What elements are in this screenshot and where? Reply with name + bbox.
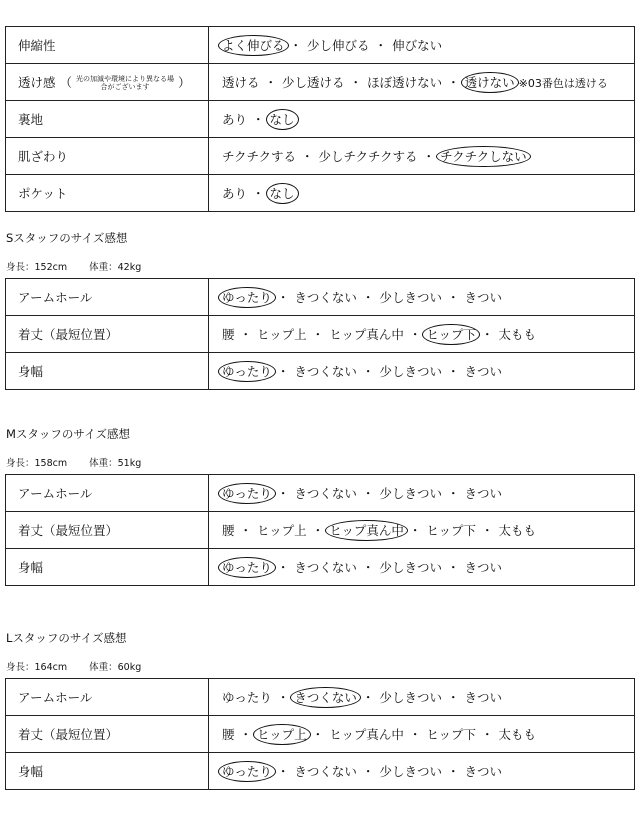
table-row xyxy=(6,27,635,64)
row-label: 着丈（最短位置） xyxy=(18,327,119,342)
option: 少しきつい xyxy=(379,763,442,779)
option: 少しきつい xyxy=(379,289,442,305)
row-options-cell xyxy=(209,753,635,790)
table-row xyxy=(6,279,635,316)
option: 腰 xyxy=(222,726,235,742)
option: ヒップ下 xyxy=(426,726,476,742)
row-options-cell xyxy=(209,27,635,64)
row-label: アームホール xyxy=(18,290,93,305)
option-separator: ・ xyxy=(480,326,494,342)
option-separator: ・ xyxy=(361,559,375,575)
option-separator: ・ xyxy=(311,726,325,742)
staff-weight: 体重：60kg xyxy=(89,662,142,673)
table-row xyxy=(6,475,635,512)
selected-option: なし xyxy=(266,183,299,204)
table-row xyxy=(6,679,635,716)
option: 少し伸びる xyxy=(307,37,370,53)
option-separator: ・ xyxy=(276,763,290,779)
option-separator: ・ xyxy=(408,326,422,342)
option: きつくない xyxy=(294,363,357,379)
staff-title: Lスタッフのサイズ感想 xyxy=(6,631,127,645)
option: きつくない xyxy=(294,559,357,575)
option-separator: ・ xyxy=(446,689,460,705)
table-row xyxy=(6,512,635,549)
selected-option: ヒップ下 xyxy=(422,324,480,345)
option: あり xyxy=(222,111,248,127)
table-row xyxy=(6,716,635,753)
row-label: 身幅 xyxy=(18,364,44,379)
option-separator: ・ xyxy=(239,326,253,342)
selected-option: ヒップ上 xyxy=(253,724,311,745)
selected-option: ヒップ真ん中 xyxy=(325,520,408,541)
option: きつくない xyxy=(294,763,357,779)
row-label-cell xyxy=(6,279,209,316)
selected-option: ゆったり xyxy=(218,557,276,578)
option: 少しチクチクする xyxy=(318,148,418,164)
row-label: ポケット xyxy=(18,186,68,201)
row-options-cell xyxy=(209,64,635,101)
option-separator: ・ xyxy=(408,726,422,742)
table-row xyxy=(6,64,635,101)
staff-measurements xyxy=(6,659,141,673)
selected-option: ゆったり xyxy=(218,287,276,308)
option-separator: ・ xyxy=(239,726,253,742)
selected-option: ゆったり xyxy=(218,761,276,782)
option: 腰 xyxy=(222,522,235,538)
table-row xyxy=(6,753,635,790)
option-separator: ・ xyxy=(252,185,265,201)
option: きつい xyxy=(464,689,502,705)
option: 少しきつい xyxy=(379,363,442,379)
option-separator: ・ xyxy=(480,522,494,538)
table-row xyxy=(6,175,635,212)
option-separator: ・ xyxy=(446,763,460,779)
row-options-cell xyxy=(209,679,635,716)
option-separator: ・ xyxy=(239,522,253,538)
option-separator: ・ xyxy=(422,148,436,164)
row-label: 透け感 xyxy=(18,74,56,90)
option: ヒップ下 xyxy=(426,522,476,538)
staff-size-table xyxy=(5,678,635,790)
option: きつくない xyxy=(294,485,357,501)
row-label-cell xyxy=(6,316,209,353)
paren-open: （ xyxy=(55,74,72,90)
option-separator: ・ xyxy=(361,363,375,379)
staff-measurements xyxy=(6,455,141,469)
staff-size-table xyxy=(5,278,635,390)
option-separator: ・ xyxy=(289,37,303,53)
row-label: 伸縮性 xyxy=(18,38,56,53)
row-options-cell xyxy=(209,175,635,212)
row-options-cell xyxy=(209,279,635,316)
paren-close: ） xyxy=(178,74,191,90)
row-label: 肌ざわり xyxy=(18,149,69,164)
option-separator: ・ xyxy=(446,485,460,501)
row-label-cell xyxy=(6,138,209,175)
table-row xyxy=(6,138,635,175)
option-separator: ・ xyxy=(264,74,278,90)
row-label: 着丈（最短位置） xyxy=(18,523,119,538)
option-separator: ・ xyxy=(446,363,460,379)
row-options-cell xyxy=(209,138,635,175)
option-separator: ・ xyxy=(311,326,325,342)
option-separator: ・ xyxy=(276,689,290,705)
row-options-cell xyxy=(209,512,635,549)
row-label: 身幅 xyxy=(18,560,44,575)
option: チクチクする xyxy=(222,148,297,164)
option-separator: ・ xyxy=(361,289,375,305)
option-separator: ・ xyxy=(446,289,460,305)
row-label-cell xyxy=(6,475,209,512)
row-label-cell xyxy=(6,353,209,390)
option: 少しきつい xyxy=(379,485,442,501)
row-options-cell xyxy=(209,716,635,753)
option: きつい xyxy=(464,763,502,779)
fabric-properties-table xyxy=(5,26,635,212)
row-label-cell xyxy=(6,716,209,753)
option: 少し透ける xyxy=(282,74,345,90)
option-separator: ・ xyxy=(480,726,494,742)
option: 少しきつい xyxy=(379,689,442,705)
table-row xyxy=(6,101,635,138)
option: 伸びない xyxy=(392,37,443,53)
row-label-cell xyxy=(6,27,209,64)
selected-option: ゆったり xyxy=(218,483,276,504)
option-separator: ・ xyxy=(276,559,290,575)
option-separator: ・ xyxy=(311,522,325,538)
staff-height: 身長：164cm xyxy=(6,662,68,673)
option: 太もも xyxy=(498,522,537,538)
selected-option: チクチクしない xyxy=(436,146,531,167)
option-separator: ・ xyxy=(276,289,290,305)
staff-height: 身長：152cm xyxy=(6,262,68,273)
staff-height: 身長：158cm xyxy=(6,458,68,469)
label-note: 光の加減や環境により異なる場合がございます xyxy=(76,75,174,92)
selected-option: なし xyxy=(266,109,299,130)
option: ほぼ透けない xyxy=(367,74,443,90)
option-separator: ・ xyxy=(447,74,460,90)
row-label: アームホール xyxy=(18,486,93,501)
staff-size-table xyxy=(5,474,635,586)
row-label-cell xyxy=(6,64,209,101)
option-separator: ・ xyxy=(276,363,290,379)
option-separator: ・ xyxy=(361,763,375,779)
option: きつい xyxy=(464,363,502,379)
option: きつくない xyxy=(294,289,357,305)
row-note: ※03番色は透ける xyxy=(518,76,608,90)
option: きつい xyxy=(464,289,502,305)
option-separator: ・ xyxy=(446,559,460,575)
staff-measurements xyxy=(6,259,141,273)
row-options-cell xyxy=(209,549,635,586)
option: 少しきつい xyxy=(379,559,442,575)
option-separator: ・ xyxy=(276,485,290,501)
option: ヒップ上 xyxy=(257,522,307,538)
row-label: 身幅 xyxy=(18,764,44,779)
option: あり xyxy=(222,185,248,201)
option: ヒップ真ん中 xyxy=(329,726,404,742)
row-options-cell xyxy=(209,101,635,138)
staff-title: Mスタッフのサイズ感想 xyxy=(6,427,131,441)
option: きつい xyxy=(464,559,502,575)
row-label: 裏地 xyxy=(18,112,44,127)
staff-weight: 体重：51kg xyxy=(89,458,142,469)
fabric-properties-body xyxy=(6,27,635,212)
option: きつい xyxy=(464,485,502,501)
option: ヒップ上 xyxy=(257,326,307,342)
option: ゆったり xyxy=(222,689,272,705)
table-row xyxy=(6,316,635,353)
row-label-cell xyxy=(6,753,209,790)
row-options-cell xyxy=(209,316,635,353)
row-label-cell xyxy=(6,679,209,716)
row-label-cell xyxy=(6,549,209,586)
row-label: 着丈（最短位置） xyxy=(18,727,119,742)
option-separator: ・ xyxy=(361,485,375,501)
option: 太もも xyxy=(498,726,537,742)
option-separator: ・ xyxy=(301,148,314,164)
option-separator: ・ xyxy=(349,74,363,90)
selected-option: よく伸びる xyxy=(218,35,289,56)
selected-option: きつくない xyxy=(290,687,361,708)
row-label-cell xyxy=(6,512,209,549)
option: ヒップ真ん中 xyxy=(329,326,404,342)
staff-title: Sスタッフのサイズ感想 xyxy=(6,231,128,245)
staff-weight: 体重：42kg xyxy=(89,262,142,273)
table-row xyxy=(6,549,635,586)
selected-option: 透けない xyxy=(461,72,519,93)
row-label-cell xyxy=(6,175,209,212)
option: 腰 xyxy=(222,326,235,342)
row-options-cell xyxy=(209,353,635,390)
option-separator: ・ xyxy=(361,689,375,705)
option-separator: ・ xyxy=(374,37,388,53)
selected-option: ゆったり xyxy=(218,361,276,382)
option-separator: ・ xyxy=(408,522,422,538)
option: 太もも xyxy=(498,326,537,342)
row-label: アームホール xyxy=(18,690,93,705)
option-separator: ・ xyxy=(252,111,265,127)
row-label-cell xyxy=(6,101,209,138)
option: 透ける xyxy=(222,74,260,90)
row-options-cell xyxy=(209,475,635,512)
table-row xyxy=(6,353,635,390)
